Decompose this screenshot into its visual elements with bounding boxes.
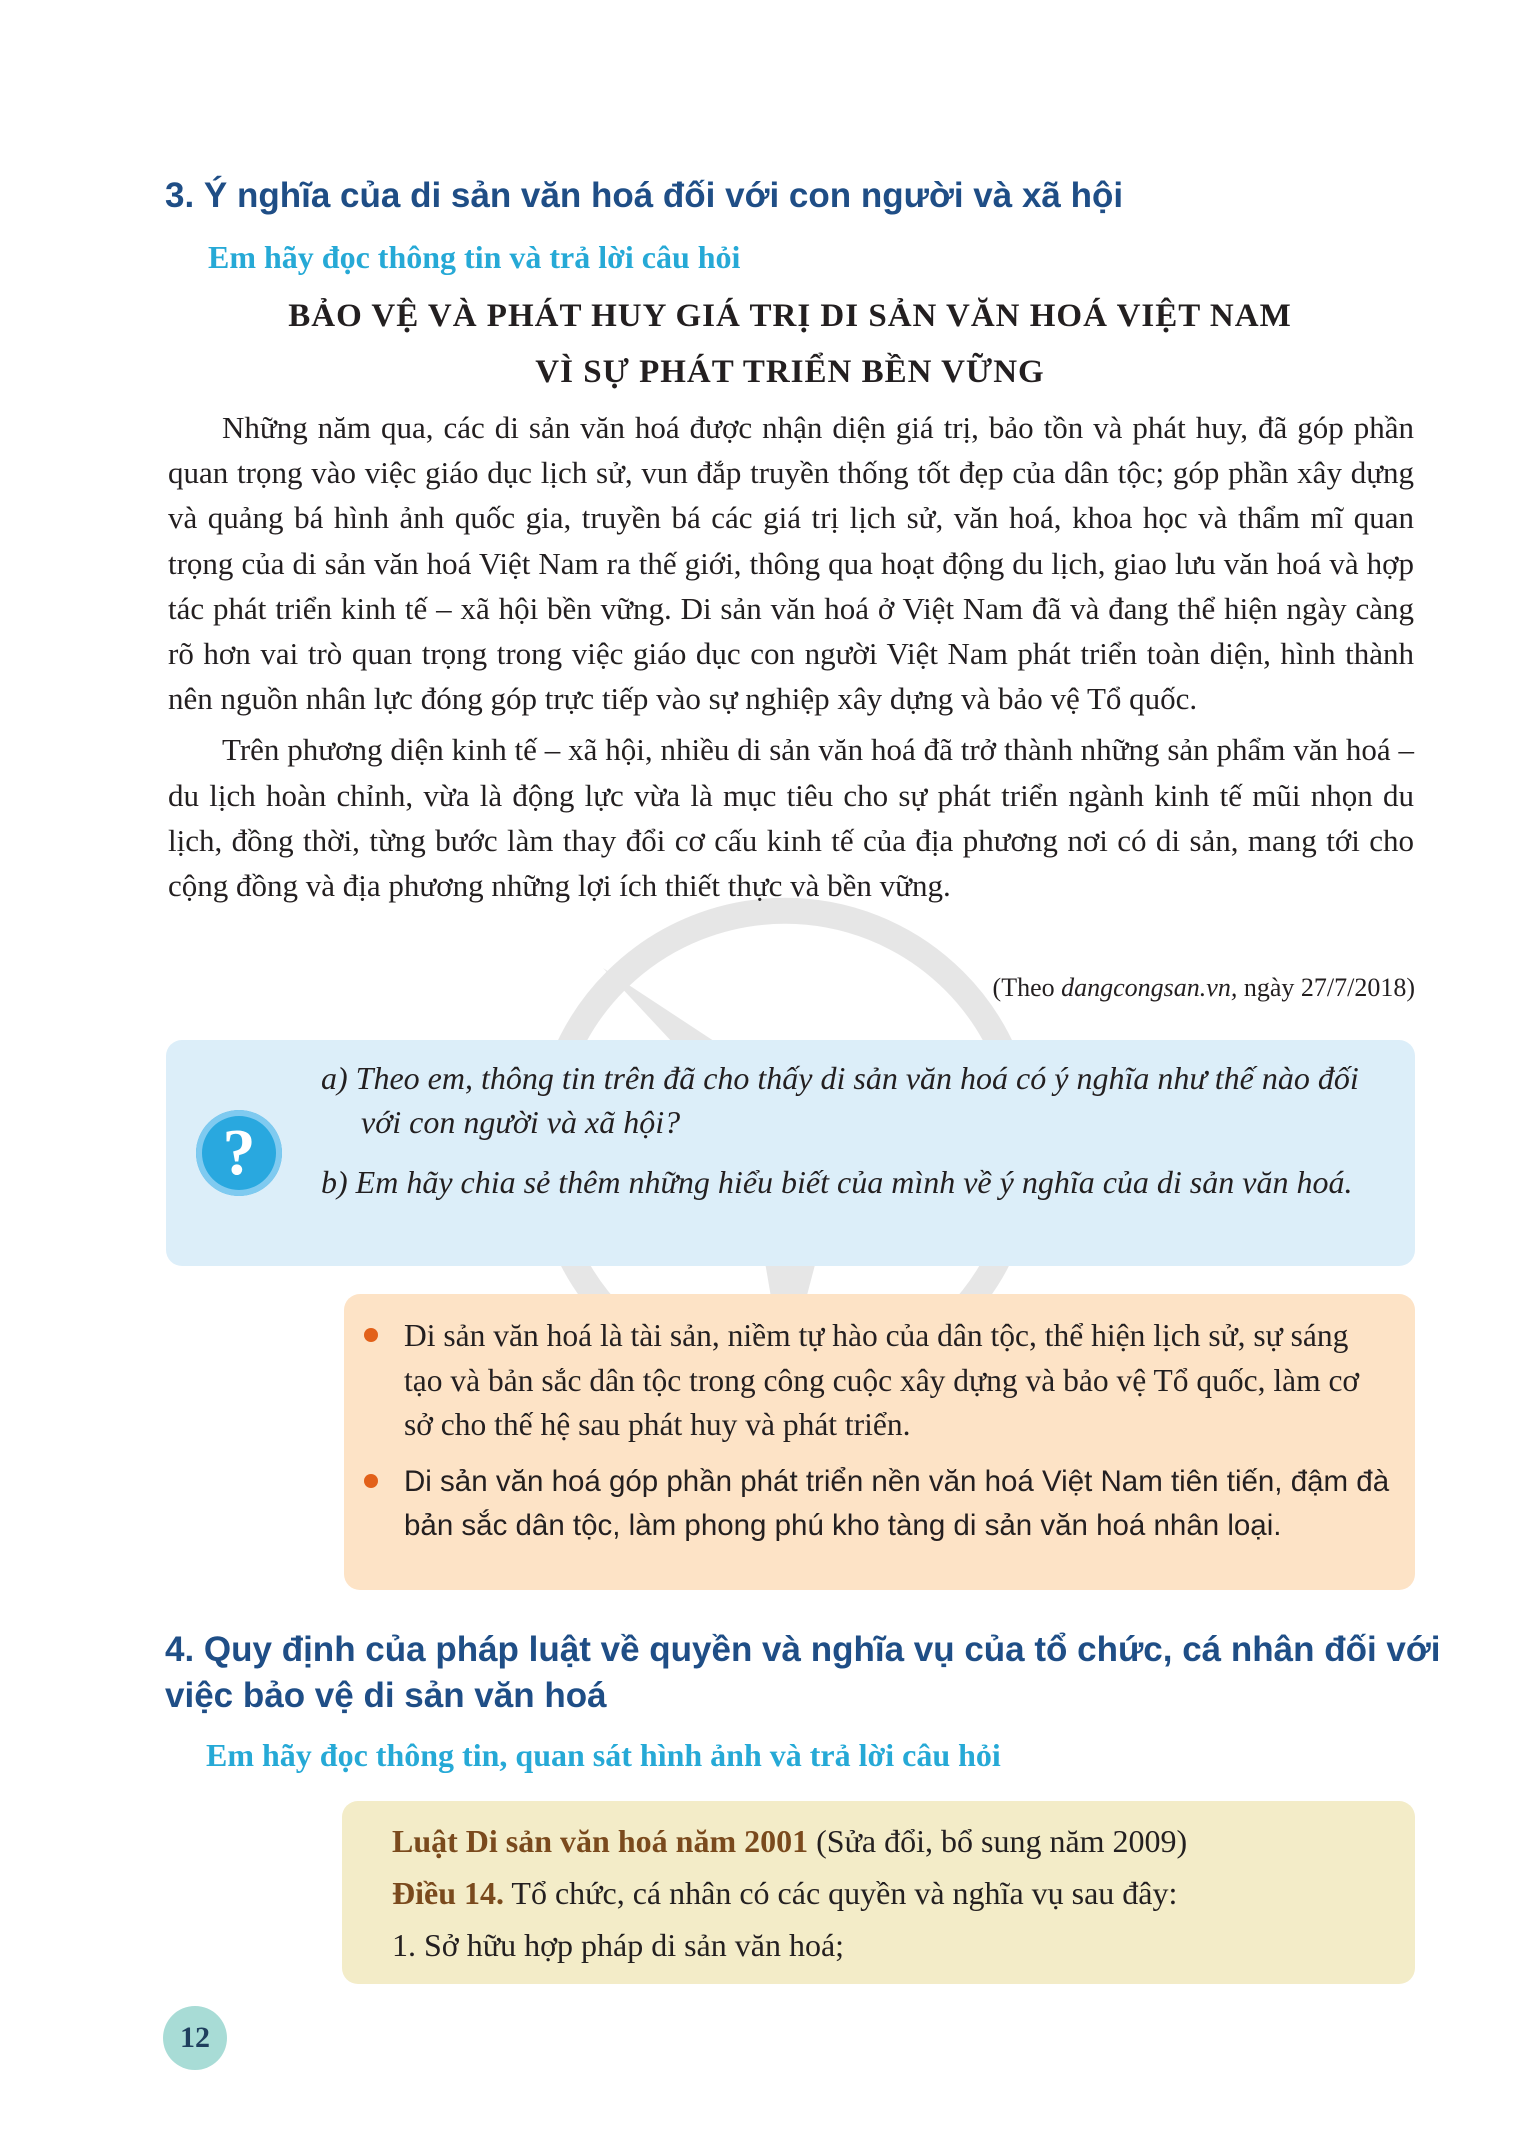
law-item-1: 1. Sở hữu hợp pháp di sản văn hoá; [392, 1927, 845, 1963]
page-number: 12 [163, 2006, 227, 2070]
question-b: b) Em hãy chia sẻ thêm những hiểu biết của mình về ý nghĩa của di sản văn hoá. [321, 1164, 1353, 1200]
article-paragraph-1: Những năm qua, các di sản văn hoá được nhận diện giá trị, bảo tồn và phát huy, đã góp phần quan trọng vào việc giáo dục lịch sử, vun đắp truyền thống tốt đẹp của dân tộc; góp phần xây dựng và quảng bá hình ảnh quốc gia, truyền bá các giá trị lịch sử, văn hoá, khoa học và thẩm mĩ quan trọng của di sản văn hoá Việt Nam ra thế giới, thông qua hoạt động du lịch, giao lưu văn hoá và hợp tác phát triển kinh tế – xã hội bền vững. Di sản văn hoá ở Việt Nam đã và đang thể hiện ngày càng rõ hơn vai trò quan trọng trong việc giáo dục con người Việt Nam phát triển toàn diện, hình thành nên nguồn nhân lực đóng góp trực tiếp vào sự nghiệp xây dựng và bảo vệ Tổ quốc. [168, 410, 1414, 717]
law-title-line [392, 1815, 1187, 1867]
summary-item-1 [404, 1314, 1394, 1448]
law-article-text: Tổ chức, cá nhân có các quyền và nghĩa vụ sau đây: [504, 1875, 1178, 1911]
law-title-note: (Sửa đổi, bổ sung năm 2009) [808, 1823, 1188, 1859]
bullet-icon [364, 1474, 378, 1488]
law-box [342, 1801, 1415, 1984]
summary-item-2-text: Di sản văn hoá góp phần phát triển nền văn hoá Việt Nam tiên tiến, đậm đà bản sắc dân tộc, làm phong phú kho tàng di sản văn hoá nhân loại. [404, 1464, 1390, 1542]
bullet-icon [364, 1328, 378, 1342]
law-content [392, 1815, 1187, 1971]
section-4-heading-line-2: việc bảo vệ di sản văn hoá [165, 1676, 607, 1715]
question-list [321, 1056, 1381, 1204]
source-prefix: (Theo [992, 973, 1062, 1002]
article-title-line-1: BẢO VỆ VÀ PHÁT HUY GIÁ TRỊ DI SẢN VĂN HOÁ VIỆT NAM [288, 298, 1292, 334]
law-article: Điều 14. [392, 1875, 504, 1911]
article-body [168, 405, 1414, 908]
section-4-heading-line-1: 4. Quy định của pháp luật về quyền và nghĩa vụ của tổ chức, cá nhân đối với [165, 1630, 1441, 1669]
article-title-line-2: VÌ SỰ PHÁT TRIỂN BỀN VỮNG [535, 354, 1045, 390]
question-box [166, 1040, 1415, 1266]
source-site: dangcongsan.vn, [1061, 973, 1238, 1002]
section-4-instruction: Em hãy đọc thông tin, quan sát hình ảnh và trả lời câu hỏi [206, 1737, 1001, 1773]
summary-item-2 [404, 1460, 1394, 1549]
law-article-line [392, 1867, 1187, 1919]
summary-list [404, 1314, 1394, 1549]
summary-box [344, 1294, 1415, 1590]
question-a: a) Theo em, thông tin trên đã cho thấy di sản văn hoá có ý nghĩa như thế nào đối với con người và xã hội? [321, 1060, 1359, 1140]
article-paragraph-2: Trên phương diện kinh tế – xã hội, nhiều di sản văn hoá đã trở thành những sản phẩm văn hoá – du lịch hoàn chỉnh, vừa là động lực vừa là mục tiêu cho sự phát triển ngành kinh tế mũi nhọn du lịch, đồng thời, từng bước làm thay đổi cơ cấu kinh tế của địa phương nơi có di sản, mang tới cho cộng đồng và địa phương những lợi ích thiết thực và bền vững. [168, 732, 1414, 904]
article-source [993, 970, 1415, 1006]
law-title: Luật Di sản văn hoá năm 2001 [392, 1823, 809, 1859]
source-date: ngày 27/7/2018) [1237, 973, 1415, 1002]
summary-item-1-text: Di sản văn hoá là tài sản, niềm tự hào của dân tộc, thể hiện lịch sử, sự sáng tạo và bản sắc dân tộc trong công cuộc xây dựng và bảo vệ Tổ quốc, làm cơ sở cho thế hệ sau phát huy và phát triển. [404, 1318, 1360, 1442]
question-mark-icon: ? [196, 1110, 282, 1196]
section-3-heading: 3. Ý nghĩa của di sản văn hoá đối với con người và xã hội [165, 176, 1124, 215]
section-3-instruction: Em hãy đọc thông tin và trả lời câu hỏi [208, 239, 741, 275]
